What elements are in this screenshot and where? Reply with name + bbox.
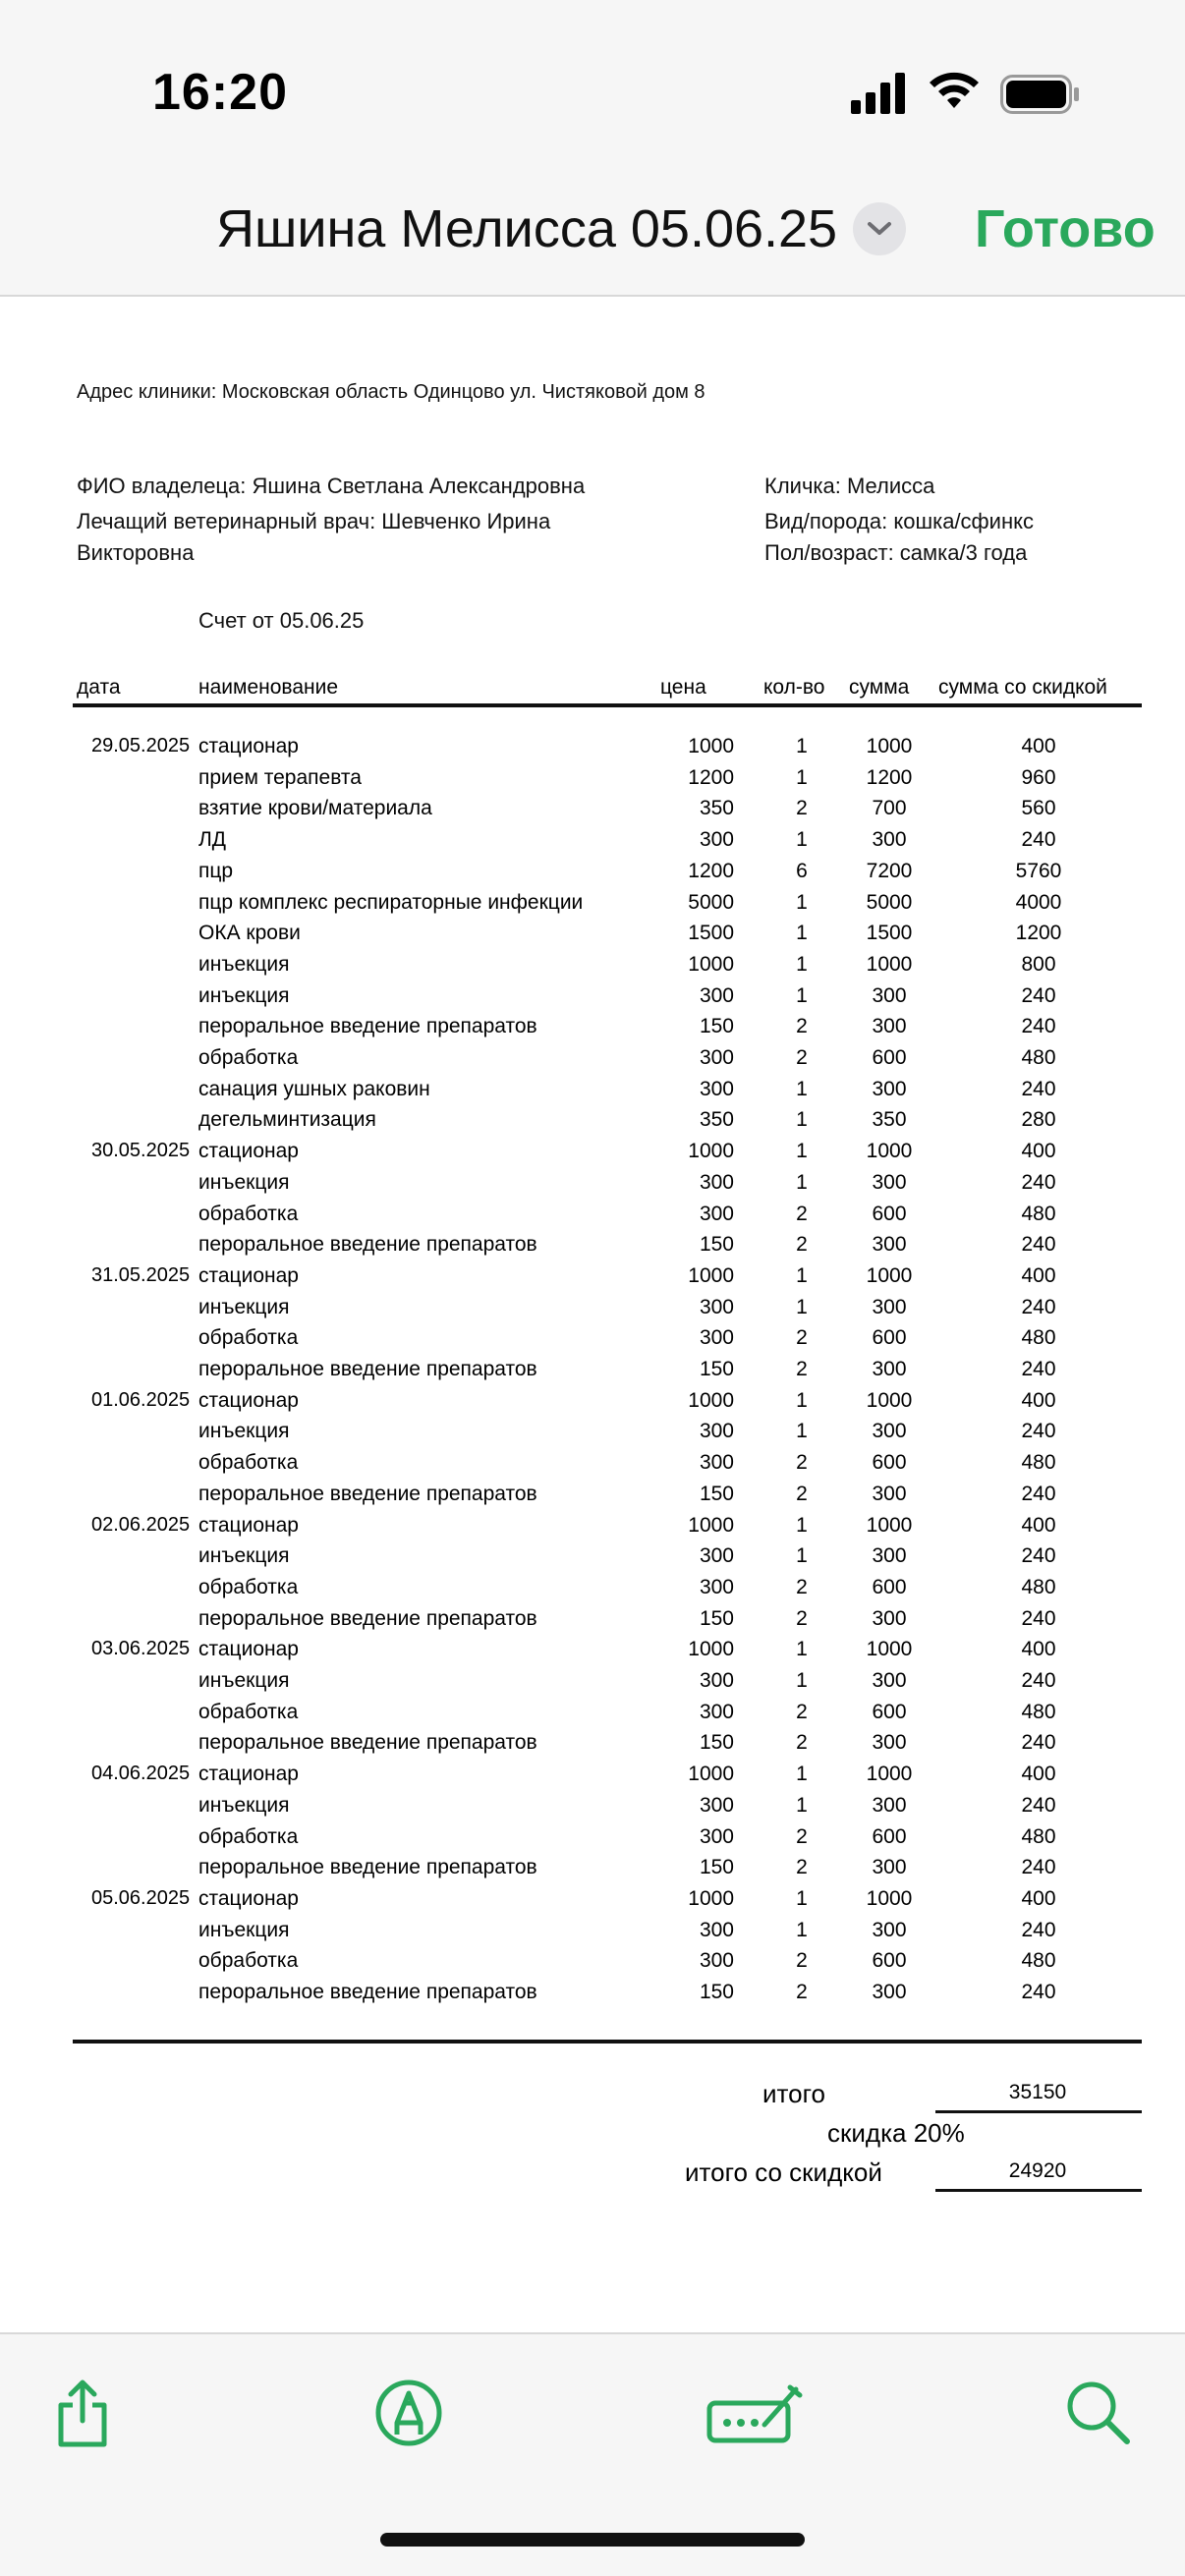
row-sum: 300 <box>872 1544 907 1568</box>
clinic-address: Адрес клиники: Московская область Одинцово ул. Чистяковой дом 8 <box>77 381 705 403</box>
row-quantity: 1 <box>796 1544 808 1568</box>
header-divider <box>73 703 1142 707</box>
doctor-name-line1: Лечащий ветеринарный врач: Шевченко Ирина <box>77 509 551 533</box>
table-row <box>0 1046 1185 1078</box>
row-sum: 300 <box>872 1170 907 1194</box>
row-quantity: 1 <box>796 1513 808 1537</box>
row-price: 1000 <box>688 1513 734 1537</box>
chevron-down-icon <box>867 221 892 237</box>
row-discount-sum: 480 <box>1021 1202 1056 1225</box>
row-item-name: санация ушных раковин <box>198 1077 430 1100</box>
row-sum: 300 <box>872 1358 907 1380</box>
row-discount-sum: 400 <box>1021 1388 1056 1412</box>
table-row <box>0 922 1185 953</box>
share-button[interactable] <box>43 2374 122 2452</box>
owner-name: ФИО владелеца: Яшина Светлана Александровна <box>77 474 586 498</box>
row-item-name: обработка <box>198 1451 299 1475</box>
row-quantity: 1 <box>796 1263 808 1287</box>
row-price: 1200 <box>688 765 734 789</box>
row-sum: 600 <box>872 1575 907 1598</box>
row-date: 30.05.2025 <box>91 1140 191 1162</box>
row-price: 150 <box>699 1233 734 1257</box>
table-row <box>0 735 1185 766</box>
row-quantity: 2 <box>796 1358 808 1380</box>
total-value: 35150 <box>1008 2081 1067 2103</box>
row-discount-sum: 240 <box>1021 1669 1056 1692</box>
table-row <box>0 860 1185 891</box>
row-quantity: 2 <box>796 797 808 820</box>
row-item-name: взятие крови/материала <box>198 797 432 820</box>
row-discount-sum: 240 <box>1021 1544 1056 1568</box>
table-row <box>0 1794 1185 1825</box>
row-quantity: 1 <box>796 1388 808 1412</box>
row-quantity: 2 <box>796 1606 808 1630</box>
row-price: 300 <box>699 828 734 852</box>
row-quantity: 2 <box>796 1824 808 1848</box>
row-sum: 300 <box>872 1669 907 1692</box>
invoice-title: Счет от 05.06.25 <box>198 608 365 633</box>
row-item-name: пероральное введение препаратов <box>198 1981 537 2003</box>
row-price: 150 <box>699 1015 734 1038</box>
row-price: 300 <box>699 1793 734 1817</box>
row-discount-sum: 240 <box>1021 1793 1056 1817</box>
discounted-total-label: итого со скидкой <box>685 2157 882 2187</box>
row-sum: 600 <box>872 1326 907 1350</box>
share-icon <box>51 2378 114 2448</box>
row-item-name: инъекция <box>198 1793 290 1817</box>
table-row <box>0 1638 1185 1669</box>
row-quantity: 1 <box>796 1077 808 1100</box>
row-sum: 300 <box>872 1420 907 1443</box>
row-discount-sum: 240 <box>1021 828 1056 852</box>
row-item-name: стационар <box>198 1886 299 1910</box>
row-discount-sum: 480 <box>1021 1700 1056 1723</box>
row-sum: 300 <box>872 983 907 1007</box>
row-price: 5000 <box>688 890 734 914</box>
row-sum: 600 <box>872 1824 907 1848</box>
row-discount-sum: 480 <box>1021 1824 1056 1848</box>
row-discount-sum: 240 <box>1021 1420 1056 1443</box>
row-price: 300 <box>699 1700 734 1723</box>
row-sum: 1000 <box>866 735 913 757</box>
table-row <box>0 1140 1185 1171</box>
pet-species: Вид/порода: кошка/сфинкс <box>764 509 1034 533</box>
table-row <box>0 1919 1185 1950</box>
table-row <box>0 1731 1185 1763</box>
row-sum: 600 <box>872 1949 907 1973</box>
row-sum: 700 <box>872 797 907 820</box>
row-quantity: 1 <box>796 1918 808 1941</box>
row-sum: 1000 <box>866 1140 913 1163</box>
row-discount-sum: 280 <box>1021 1108 1056 1132</box>
row-quantity: 1 <box>796 1170 808 1194</box>
row-price: 1000 <box>688 735 734 757</box>
row-price: 1000 <box>688 1886 734 1910</box>
status-bar <box>0 0 1185 147</box>
row-sum: 1000 <box>866 1886 913 1910</box>
row-quantity: 1 <box>796 1295 808 1318</box>
row-date: 03.06.2025 <box>91 1638 191 1660</box>
row-item-name: стационар <box>198 1263 299 1287</box>
row-quantity: 2 <box>796 1482 808 1505</box>
table-row <box>0 1358 1185 1389</box>
row-quantity: 1 <box>796 1140 808 1163</box>
row-date: 31.05.2025 <box>91 1263 191 1286</box>
row-sum: 300 <box>872 1981 907 2003</box>
row-discount-sum: 560 <box>1021 797 1056 820</box>
row-sum: 300 <box>872 828 907 852</box>
row-price: 150 <box>699 1856 734 1879</box>
row-price: 1000 <box>688 1140 734 1163</box>
row-sum: 300 <box>872 1793 907 1817</box>
row-price: 1500 <box>688 922 734 945</box>
row-sum: 300 <box>872 1077 907 1100</box>
table-row <box>0 1420 1185 1451</box>
table-row <box>0 1451 1185 1483</box>
row-quantity: 1 <box>796 1793 808 1817</box>
row-item-name: пцр комплекс респираторные инфекции <box>198 890 584 914</box>
table-row <box>0 1576 1185 1607</box>
row-item-name: прием терапевта <box>198 765 362 789</box>
discounted-total-value: 24920 <box>1008 2159 1067 2182</box>
row-sum: 1200 <box>866 765 913 789</box>
row-quantity: 2 <box>796 1202 808 1225</box>
row-item-name: обработка <box>198 1202 299 1225</box>
row-price: 300 <box>699 1949 734 1973</box>
row-sum: 300 <box>872 1482 907 1505</box>
discount-label: скидка 20% <box>827 2118 965 2148</box>
row-discount-sum: 480 <box>1021 1949 1056 1973</box>
status-time: 16:20 <box>152 64 288 121</box>
table-row <box>0 1078 1185 1109</box>
row-quantity: 1 <box>796 1420 808 1443</box>
row-item-name: пероральное введение препаратов <box>198 1358 537 1380</box>
table-row <box>0 1264 1185 1296</box>
pet-sex-age: Пол/возраст: самка/3 года <box>764 540 1028 565</box>
row-item-name: пероральное введение препаратов <box>198 1482 537 1505</box>
row-item-name: пцр <box>198 859 234 882</box>
table-row <box>0 1887 1185 1919</box>
table-row <box>0 1296 1185 1327</box>
row-discount-sum: 240 <box>1021 1295 1056 1318</box>
row-sum: 600 <box>872 1046 907 1069</box>
row-price: 300 <box>699 1170 734 1194</box>
row-discount-sum: 240 <box>1021 1358 1056 1380</box>
home-indicator[interactable] <box>380 2533 805 2547</box>
row-discount-sum: 240 <box>1021 1015 1056 1038</box>
row-price: 150 <box>699 1606 734 1630</box>
row-quantity: 2 <box>796 1949 808 1973</box>
column-header-price: цена <box>660 676 706 699</box>
row-price: 300 <box>699 1046 734 1069</box>
row-quantity: 2 <box>796 1575 808 1598</box>
row-quantity: 1 <box>796 1763 808 1786</box>
column-header-name: наименование <box>198 676 339 699</box>
row-discount-sum: 480 <box>1021 1575 1056 1598</box>
nav-bar <box>0 147 1185 297</box>
row-discount-sum: 960 <box>1021 765 1056 789</box>
table-row <box>0 766 1185 798</box>
row-discount-sum: 400 <box>1021 1638 1056 1661</box>
row-price: 1000 <box>688 1763 734 1786</box>
row-sum: 300 <box>872 1606 907 1630</box>
table-row <box>0 797 1185 828</box>
row-item-name: инъекция <box>198 1295 290 1318</box>
row-date: 02.06.2025 <box>91 1513 191 1536</box>
table-row <box>0 1108 1185 1140</box>
column-header-discount-sum: сумма со скидкой <box>938 676 1107 699</box>
row-item-name: пероральное введение препаратов <box>198 1015 537 1038</box>
doctor-name-line2: Викторовна <box>77 540 195 565</box>
row-sum: 7200 <box>866 859 913 882</box>
row-discount-sum: 240 <box>1021 983 1056 1007</box>
row-discount-sum: 5760 <box>1015 859 1062 882</box>
row-item-name: инъекция <box>198 1918 290 1941</box>
table-row <box>0 984 1185 1016</box>
row-price: 300 <box>699 1077 734 1100</box>
pet-name: Кличка: Мелисса <box>764 474 935 498</box>
document-page <box>0 299 1185 2332</box>
row-item-name: стационар <box>198 1388 299 1412</box>
row-quantity: 1 <box>796 890 808 914</box>
row-quantity: 1 <box>796 952 808 976</box>
row-price: 300 <box>699 983 734 1007</box>
row-quantity: 1 <box>796 983 808 1007</box>
row-item-name: стационар <box>198 1513 299 1537</box>
row-discount-sum: 240 <box>1021 1918 1056 1941</box>
table-row <box>0 891 1185 923</box>
table-row <box>0 1949 1185 1981</box>
row-price: 300 <box>699 1295 734 1318</box>
row-sum: 300 <box>872 1731 907 1755</box>
table-row <box>0 1856 1185 1887</box>
row-price: 150 <box>699 1482 734 1505</box>
table-row <box>0 1669 1185 1701</box>
row-item-name: пероральное введение препаратов <box>198 1856 537 1879</box>
row-discount-sum: 400 <box>1021 1263 1056 1287</box>
row-sum: 300 <box>872 1295 907 1318</box>
row-quantity: 1 <box>796 1669 808 1692</box>
row-price: 300 <box>699 1575 734 1598</box>
row-item-name: ОКА крови <box>198 922 301 945</box>
table-row <box>0 1607 1185 1639</box>
row-price: 300 <box>699 1202 734 1225</box>
row-price: 350 <box>699 797 734 820</box>
row-sum: 1000 <box>866 1513 913 1537</box>
table-row <box>0 1514 1185 1545</box>
total-underline <box>935 2110 1142 2113</box>
row-quantity: 1 <box>796 735 808 757</box>
table-row <box>0 1233 1185 1264</box>
row-quantity: 2 <box>796 1981 808 2003</box>
row-sum: 600 <box>872 1451 907 1475</box>
row-item-name: стационар <box>198 1763 299 1786</box>
row-quantity: 2 <box>796 1731 808 1755</box>
row-date: 05.06.2025 <box>91 1886 191 1909</box>
row-price: 300 <box>699 1918 734 1941</box>
table-row <box>0 1825 1185 1857</box>
table-row <box>0 1326 1185 1358</box>
wifi-icon <box>928 69 981 112</box>
row-price: 150 <box>699 1358 734 1380</box>
total-label: итого <box>762 2079 825 2108</box>
row-item-name: инъекция <box>198 1420 290 1443</box>
row-item-name: обработка <box>198 1949 299 1973</box>
signature-icon <box>705 2381 804 2444</box>
row-price: 1200 <box>688 859 734 882</box>
row-discount-sum: 240 <box>1021 1482 1056 1505</box>
row-item-name: стационар <box>198 1638 299 1661</box>
row-discount-sum: 240 <box>1021 1170 1056 1194</box>
row-price: 300 <box>699 1669 734 1692</box>
row-sum: 1000 <box>866 1263 913 1287</box>
row-item-name: стационар <box>198 1140 299 1163</box>
row-date: 04.06.2025 <box>91 1763 191 1785</box>
row-price: 1000 <box>688 1263 734 1287</box>
row-item-name: обработка <box>198 1700 299 1723</box>
row-item-name: инъекция <box>198 1170 290 1194</box>
row-item-name: инъекция <box>198 983 290 1007</box>
row-price: 300 <box>699 1451 734 1475</box>
row-sum: 300 <box>872 1856 907 1879</box>
row-sum: 1000 <box>866 1388 913 1412</box>
row-item-name: инъекция <box>198 1669 290 1692</box>
table-bottom-divider <box>73 2040 1142 2044</box>
row-price: 1000 <box>688 1388 734 1412</box>
row-item-name: инъекция <box>198 952 290 976</box>
row-quantity: 2 <box>796 1451 808 1475</box>
title-menu-button[interactable] <box>853 202 906 255</box>
row-discount-sum: 800 <box>1021 952 1056 976</box>
table-row <box>0 1701 1185 1732</box>
row-discount-sum: 480 <box>1021 1326 1056 1350</box>
discounted-total-underline <box>935 2189 1142 2192</box>
row-item-name: пероральное введение препаратов <box>198 1606 537 1630</box>
table-row <box>0 1389 1185 1421</box>
row-discount-sum: 400 <box>1021 735 1056 757</box>
markup-button[interactable] <box>369 2374 448 2452</box>
row-discount-sum: 1200 <box>1015 922 1062 945</box>
row-discount-sum: 240 <box>1021 1731 1056 1755</box>
row-item-name: обработка <box>198 1326 299 1350</box>
row-quantity: 2 <box>796 1326 808 1350</box>
row-sum: 350 <box>872 1108 907 1132</box>
row-item-name: инъекция <box>198 1544 290 1568</box>
row-price: 300 <box>699 1544 734 1568</box>
row-date: 01.06.2025 <box>91 1388 191 1411</box>
row-quantity: 1 <box>796 1638 808 1661</box>
row-price: 150 <box>699 1731 734 1755</box>
row-item-name: обработка <box>198 1824 299 1848</box>
table-row <box>0 1981 1185 2012</box>
row-sum: 5000 <box>866 890 913 914</box>
document-title[interactable]: Яшина Мелисса 05.06.25 <box>216 199 838 258</box>
row-quantity: 1 <box>796 765 808 789</box>
row-price: 300 <box>699 1824 734 1848</box>
row-discount-sum: 400 <box>1021 1140 1056 1163</box>
table-row <box>0 1015 1185 1046</box>
row-price: 350 <box>699 1108 734 1132</box>
row-item-name: дегельминтизация <box>198 1108 376 1132</box>
row-date: 29.05.2025 <box>91 735 191 756</box>
column-header-date: дата <box>77 676 121 699</box>
row-price: 300 <box>699 1420 734 1443</box>
row-sum: 300 <box>872 1233 907 1257</box>
done-button[interactable]: Готово <box>975 199 1156 258</box>
row-quantity: 2 <box>796 1700 808 1723</box>
table-row <box>0 1203 1185 1234</box>
table-row <box>0 1544 1185 1576</box>
battery-icon <box>1000 75 1081 114</box>
row-sum: 300 <box>872 1015 907 1038</box>
row-discount-sum: 400 <box>1021 1763 1056 1786</box>
row-price: 300 <box>699 1326 734 1350</box>
table-row <box>0 1171 1185 1203</box>
row-sum: 600 <box>872 1202 907 1225</box>
row-price: 150 <box>699 1981 734 2003</box>
table-row <box>0 828 1185 860</box>
search-button[interactable] <box>1059 2374 1138 2452</box>
row-discount-sum: 400 <box>1021 1886 1056 1910</box>
row-quantity: 2 <box>796 1015 808 1038</box>
row-quantity: 1 <box>796 922 808 945</box>
row-discount-sum: 4000 <box>1015 890 1062 914</box>
row-item-name: обработка <box>198 1575 299 1598</box>
table-row <box>0 1483 1185 1514</box>
row-item-name: пероральное введение препаратов <box>198 1233 537 1257</box>
row-discount-sum: 480 <box>1021 1451 1056 1475</box>
search-icon <box>1064 2379 1133 2447</box>
row-discount-sum: 240 <box>1021 1856 1056 1879</box>
row-item-name: ЛД <box>198 828 227 852</box>
row-item-name: обработка <box>198 1046 299 1069</box>
column-header-sum: сумма <box>849 676 910 699</box>
row-sum: 300 <box>872 1918 907 1941</box>
row-item-name: стационар <box>198 735 299 757</box>
row-quantity: 1 <box>796 1886 808 1910</box>
row-discount-sum: 480 <box>1021 1046 1056 1069</box>
row-discount-sum: 240 <box>1021 1606 1056 1630</box>
markup-icon <box>373 2378 444 2448</box>
row-discount-sum: 240 <box>1021 1981 1056 2003</box>
row-quantity: 2 <box>796 1856 808 1879</box>
table-row <box>0 1763 1185 1794</box>
row-quantity: 6 <box>796 859 808 882</box>
row-quantity: 2 <box>796 1233 808 1257</box>
row-discount-sum: 240 <box>1021 1077 1056 1100</box>
row-sum: 1000 <box>866 1638 913 1661</box>
row-discount-sum: 240 <box>1021 1233 1056 1257</box>
row-item-name: пероральное введение препаратов <box>198 1731 537 1755</box>
row-quantity: 1 <box>796 1108 808 1132</box>
table-row <box>0 953 1185 984</box>
column-header-qty: кол-во <box>763 676 825 699</box>
row-quantity: 2 <box>796 1046 808 1069</box>
row-price: 1000 <box>688 952 734 976</box>
cellular-signal-icon <box>851 71 906 114</box>
row-sum: 600 <box>872 1700 907 1723</box>
row-price: 1000 <box>688 1638 734 1661</box>
row-sum: 1000 <box>866 952 913 976</box>
row-sum: 1500 <box>866 922 913 945</box>
row-quantity: 1 <box>796 828 808 852</box>
row-sum: 1000 <box>866 1763 913 1786</box>
signature-button[interactable] <box>705 2374 804 2452</box>
row-discount-sum: 400 <box>1021 1513 1056 1537</box>
